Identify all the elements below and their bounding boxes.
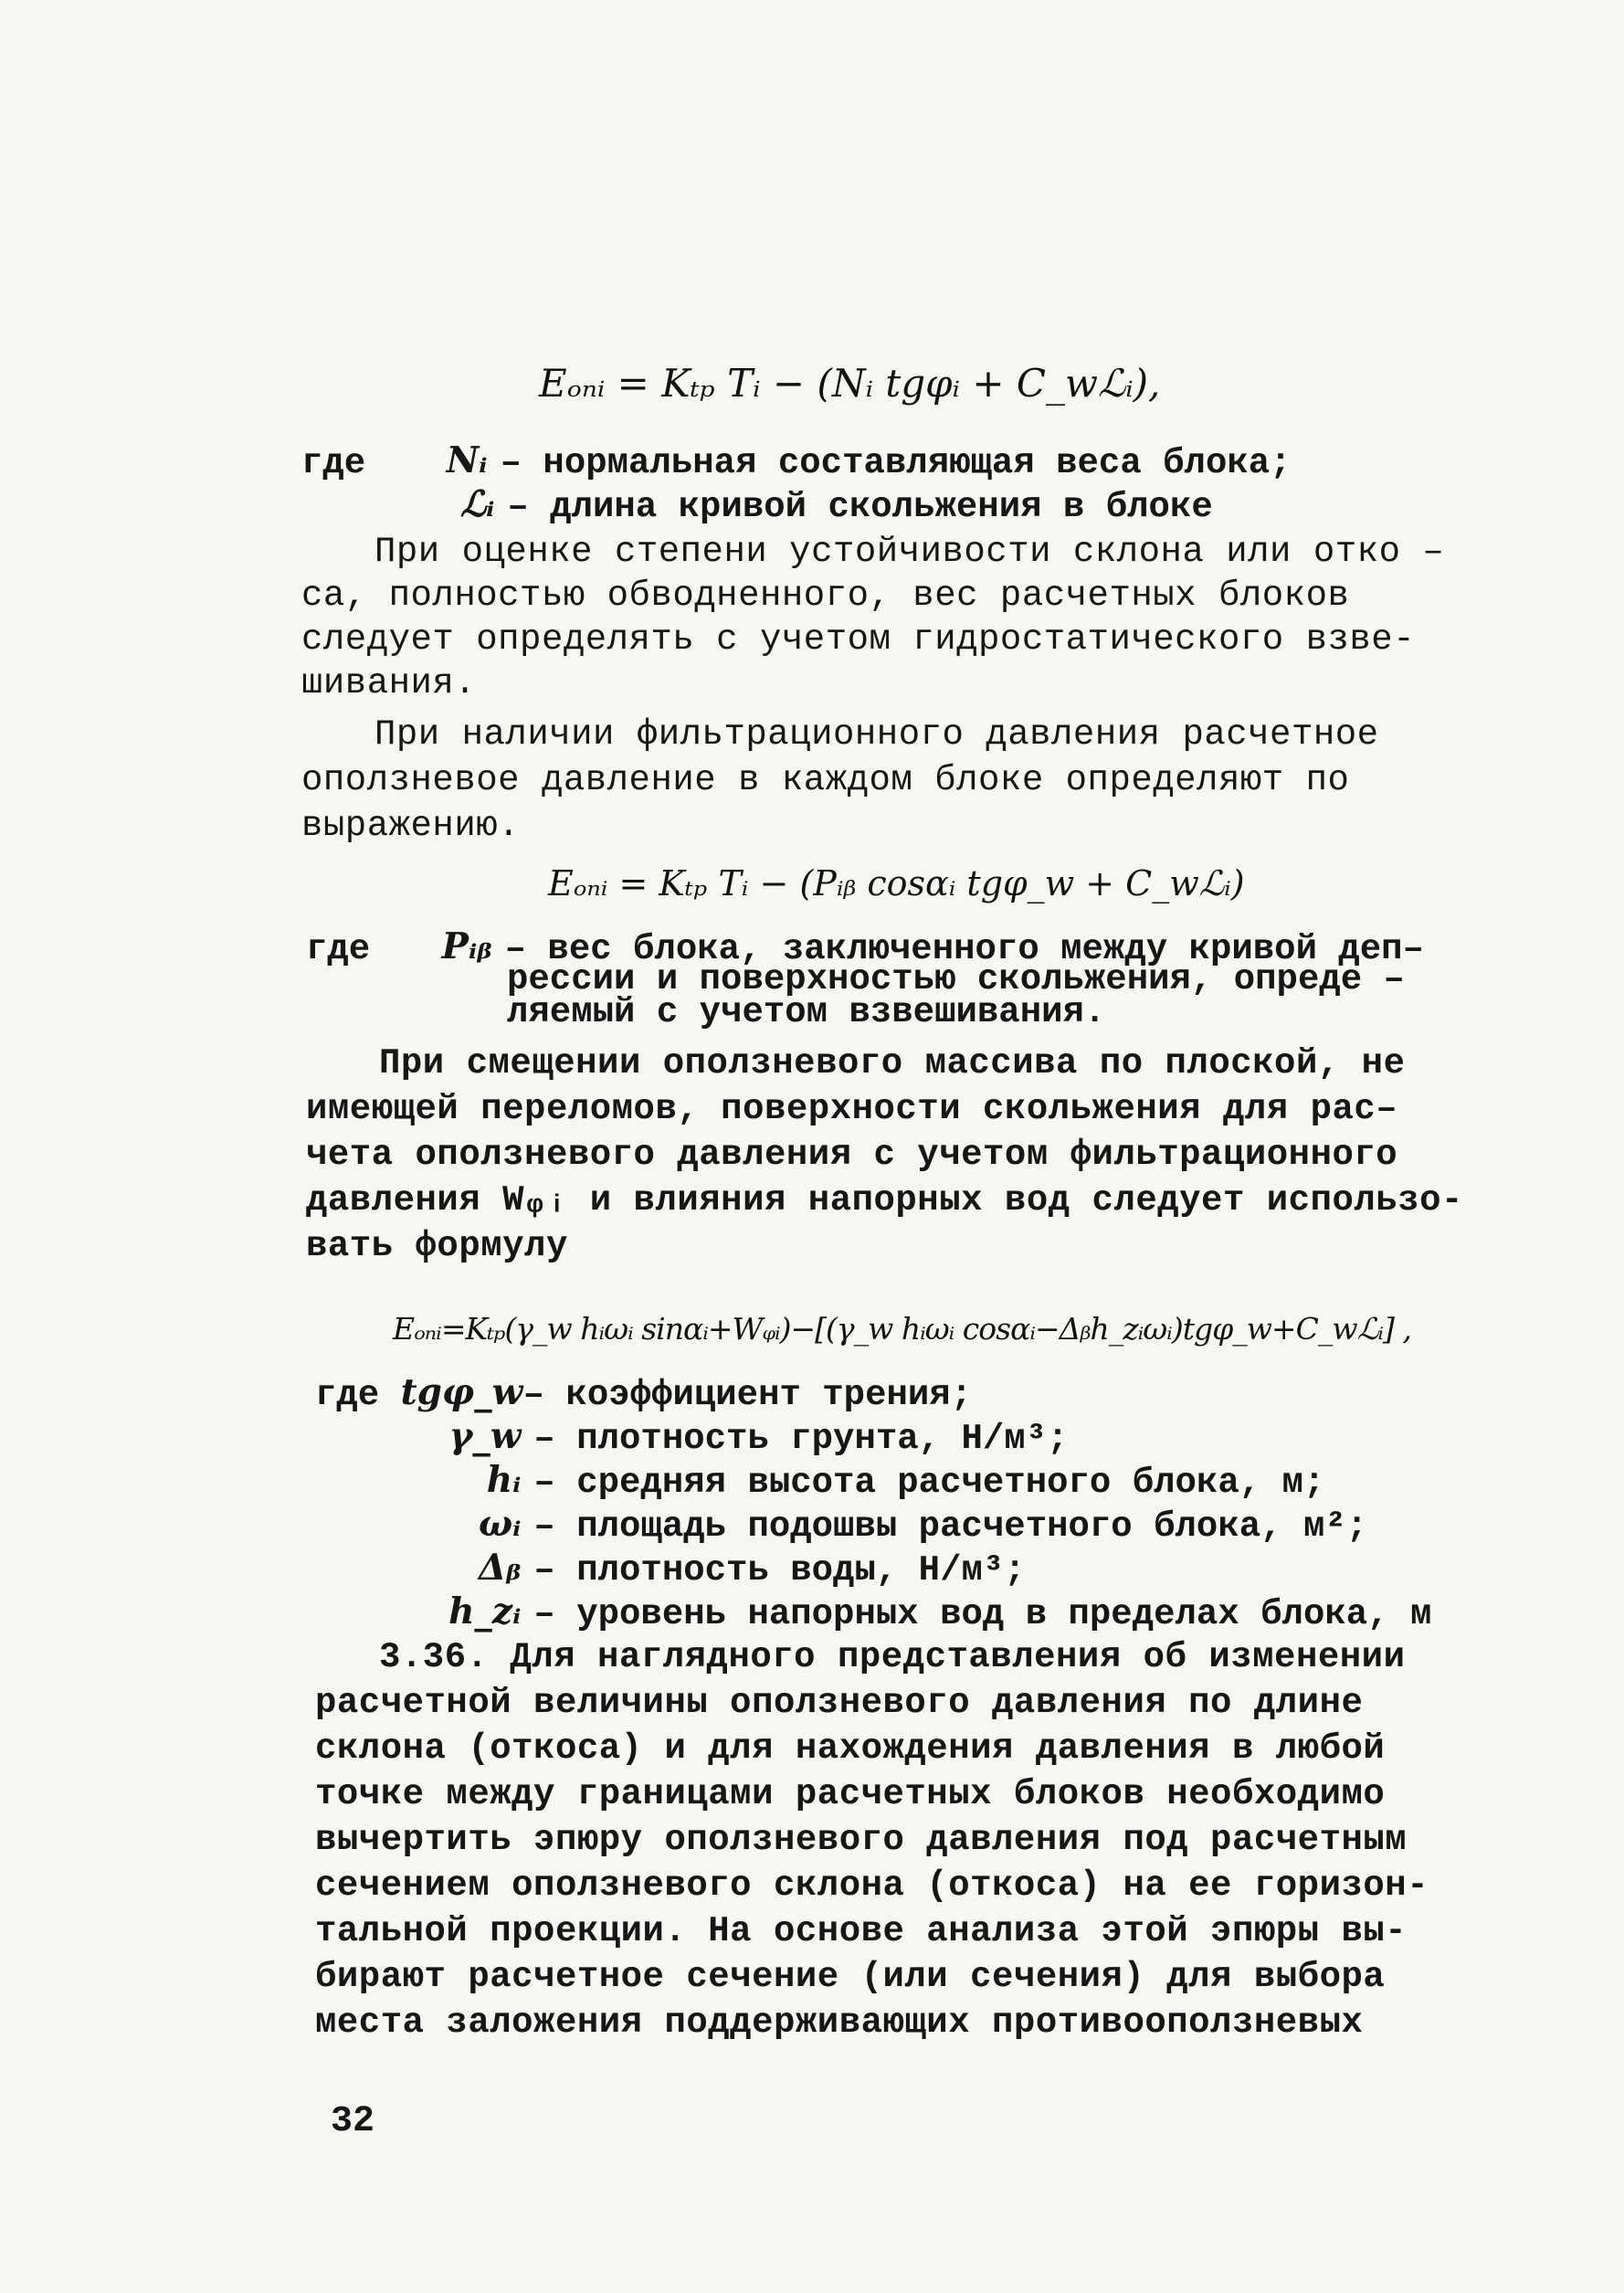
para3-line-3: давления Wᵩᵢ и влияния напорных вод следует использо-: [306, 1180, 1463, 1220]
symbol-hz: h_zᵢ: [448, 1590, 522, 1633]
where-label-2: где: [306, 929, 371, 969]
para4-line-6: тальной проекции. На основе анализа этой эпюры вы-: [315, 1911, 1408, 1951]
symbol-l: ℒᵢ: [459, 483, 495, 525]
para1-line-1: са, полностью обводненного, вес расчетных блоков: [301, 576, 1350, 616]
definition-delta: [315, 1546, 1026, 1592]
definition-l-text: – длина кривой скольжения в блоке: [507, 487, 1213, 527]
where-label: где: [301, 443, 366, 483]
definition-n: [301, 439, 1292, 485]
definition-n-text: – нормальная составляющая веса блока;: [500, 443, 1292, 483]
para2-line-1: оползневое давление в каждом блоке определяют по: [301, 760, 1350, 800]
definition-l: [301, 482, 1213, 529]
definition-h-text: – средняя высота расчетного блока, м;: [533, 1463, 1325, 1503]
definition-tg: [315, 1370, 972, 1417]
para4-line-5: сечением оползневого склона (откоса) на ее горизон-: [315, 1865, 1429, 1906]
where-label-3: где: [315, 1375, 380, 1415]
para1-line-0: При оценке степени устойчивости склона или отко –: [374, 532, 1445, 572]
page-number: 32: [331, 2101, 375, 2142]
para1-line-3: шивания.: [301, 663, 477, 703]
formula-eopl-1: Eₒₙᵢ = Kₜₚ Tᵢ − (Nᵢ tgφᵢ + C_wℒᵢ),: [539, 361, 1161, 406]
definition-p-line-0: – вес блока, заключенного между кривой деп–: [504, 929, 1424, 969]
definition-omega: [315, 1502, 1367, 1548]
symbol-gamma: γ_w: [448, 1415, 522, 1457]
para3-line-1: имеющей переломов, поверхности скольжения для рас–: [306, 1089, 1398, 1129]
symbol-n: Nᵢ: [446, 439, 488, 481]
definition-hz: [315, 1590, 1431, 1636]
para3-line-4: вать формулу: [306, 1226, 568, 1266]
definition-delta-text: – плотность воды, Н/м³;: [533, 1550, 1026, 1590]
para2-line-0: При наличии фильтрационного давления расчетное: [374, 714, 1379, 755]
symbol-tg: tgφ_w: [400, 1371, 523, 1413]
para4-line-8: места заложения поддерживающих противооползневых: [315, 2002, 1364, 2043]
definition-gamma-text: – плотность грунта, Н/м³;: [533, 1419, 1069, 1459]
para4-line-4: вычертить эпюру оползневого давления под расчетным: [315, 1820, 1408, 1860]
definition-gamma: [315, 1414, 1069, 1461]
para4-line-3: точке между границами расчетных блоков необходимо: [315, 1774, 1386, 1814]
symbol-p: Pᵢᵦ: [441, 925, 492, 967]
para4-line-2: склона (откоса) и для нахождения давления в любой: [315, 1728, 1386, 1769]
formula-eopl-2: Eₒₙᵢ = Kₜₚ Tᵢ − (Pᵢᵦ cosαᵢ tgφ_w + C_wℒᵢ): [548, 863, 1245, 903]
para1-line-2: следует определять с учетом гидростатического взве-: [301, 619, 1416, 660]
definition-hz-text: – уровень напорных вод в пределах блока, м: [533, 1594, 1432, 1634]
para4-line-7: бирают расчетное сечение (или сечения) для выбора: [315, 1957, 1386, 1997]
definition-p-cont-1: рессии и поверхностью скольжения, опреде –: [507, 959, 1405, 999]
para3-line-2: чета оползневого давления с учетом фильтрационного: [306, 1135, 1398, 1175]
para4-line-1: расчетной величины оползневого давления по длине: [315, 1683, 1364, 1723]
para2-line-2: выражению.: [301, 806, 521, 846]
definition-h: [315, 1458, 1324, 1505]
symbol-delta: Δᵦ: [478, 1547, 522, 1589]
definition-tg-text: – коэффициент трения;: [522, 1375, 973, 1415]
para4-line-0: 3.36. Для наглядного представления об изменении: [379, 1637, 1406, 1677]
definition-p-cont-2: ляемый с учетом взвешивания.: [507, 992, 1106, 1032]
symbol-omega: ωᵢ: [478, 1503, 522, 1545]
symbol-h: hᵢ: [486, 1459, 522, 1501]
formula-eopl-3: Eₒₙᵢ=Kₜₚ(γ_w hᵢωᵢ sinαᵢ+Wᵩᵢ)−[(γ_w hᵢωᵢ cosαᵢ−Δᵦh_zᵢωᵢ)tgφ_w+C_wℒᵢ] ,: [393, 1311, 1411, 1347]
para3-line-0: При смещении оползневого массива по плоской, не: [379, 1043, 1406, 1083]
definition-omega-text: – площадь подошвы расчетного блока, м²;: [533, 1506, 1368, 1547]
